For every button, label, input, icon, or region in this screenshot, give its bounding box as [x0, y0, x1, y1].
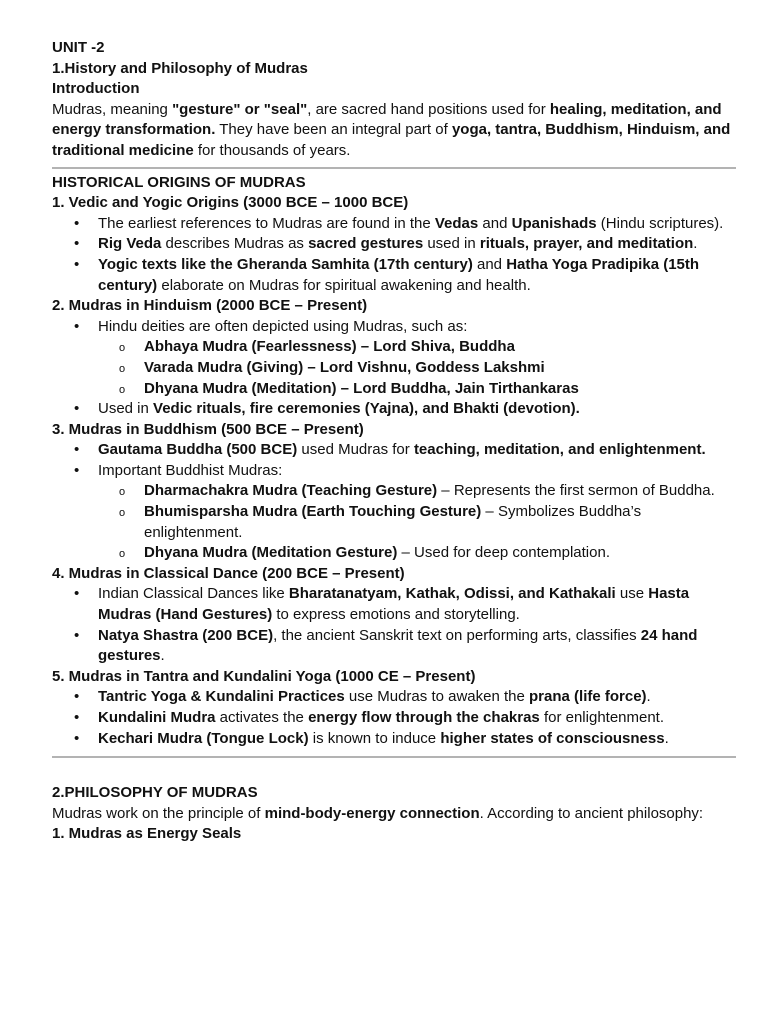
sub-list-item: o Abhaya Mudra (Fearlessness) – Lord Shiva, Buddha [52, 337, 742, 358]
vedic-heading: 1. Vedic and Yogic Origins (3000 BCE – 1000 BCE) [52, 194, 409, 212]
divider [52, 756, 736, 758]
sub-list-item: o Dharmachakra Mudra (Teaching Gesture) – Represents the first sermon of Buddha. [52, 481, 742, 502]
buddhism-heading: 3. Mudras in Buddhism (500 BCE – Present) [52, 420, 364, 438]
list-item: • Kechari Mudra (Tongue Lock) is known to induce higher states of consciousness. [52, 729, 742, 750]
section-title: 1.History and Philosophy of Mudras [52, 59, 308, 77]
list-item: • The earliest references to Mudras are found in the Vedas and Upanishads (Hindu scriptures). [52, 214, 742, 235]
unit-label: UNIT -2 [52, 39, 105, 56]
list-item: • Kundalini Mudra activates the energy flow through the chakras for enlightenment. [52, 708, 742, 729]
list-item: • Hindu deities are often depicted using Mudras, such as: [52, 317, 742, 338]
hinduism-heading: 2. Mudras in Hinduism (2000 BCE – Present) [52, 297, 368, 315]
philosophy-intro: Mudras work on the principle of mind-body-energy connection. According to ancient philosophy: [52, 804, 704, 822]
list-item: • Tantric Yoga & Kundalini Practices use Mudras to awaken the prana (life force). [52, 687, 742, 708]
philosophy-heading: 2.PHILOSOPHY OF MUDRAS [52, 784, 258, 802]
sub-list-item: o Dhyana Mudra (Meditation Gesture) – Used for deep contemplation. [52, 543, 742, 564]
document-content [52, 38, 742, 845]
intro-paragraph: Mudras, meaning "gesture" or "seal", are sacred hand positions used for healing, meditation, and energy transformation. They have been an integral part of yoga, tantra, Buddhism, Hinduism, and traditional medicine for thousands of years. [52, 100, 731, 159]
sub-list-item: o Dhyana Mudra (Meditation) – Lord Buddha, Jain Tirthankaras [52, 379, 742, 400]
energy-seals-heading: 1. Mudras as Energy Seals [52, 825, 242, 843]
list-item: • Used in Vedic rituals, fire ceremonies (Yajna), and Bhakti (devotion). [52, 399, 742, 420]
dance-heading: 4. Mudras in Classical Dance (200 BCE – Present) [52, 564, 405, 582]
sub-list-item: o Bhumisparsha Mudra (Earth Touching Gesture) – Symbolizes Buddha’s enlightenment. [52, 502, 742, 543]
list-item: • Natya Shastra (200 BCE), the ancient Sanskrit text on performing arts, classifies 24 hand gestures. [52, 626, 742, 667]
intro-heading: Introduction [52, 80, 140, 98]
divider [52, 167, 736, 169]
list-item: • Yogic texts like the Gheranda Samhita (17th century) and Hatha Yoga Pradipika (15th century) elaborate on Mudras for spiritual awakening and health. [52, 255, 742, 296]
historical-origins-heading: HISTORICAL ORIGINS OF MUDRAS [52, 173, 306, 191]
list-item: • Gautama Buddha (500 BCE) used Mudras for teaching, meditation, and enlightenment. [52, 440, 742, 461]
list-item: • Indian Classical Dances like Bharatanatyam, Kathak, Odissi, and Kathakali use Hasta Mudras (Hand Gestures) to express emotions and storytelling. [52, 584, 742, 625]
list-item: • Rig Veda describes Mudras as sacred gestures used in rituals, prayer, and meditation. [52, 234, 742, 255]
sub-list-item: o Varada Mudra (Giving) – Lord Vishnu, Goddess Lakshmi [52, 358, 742, 379]
list-item: • Important Buddhist Mudras: [52, 461, 742, 482]
tantra-heading: 5. Mudras in Tantra and Kundalini Yoga (1000 CE – Present) [52, 667, 476, 685]
